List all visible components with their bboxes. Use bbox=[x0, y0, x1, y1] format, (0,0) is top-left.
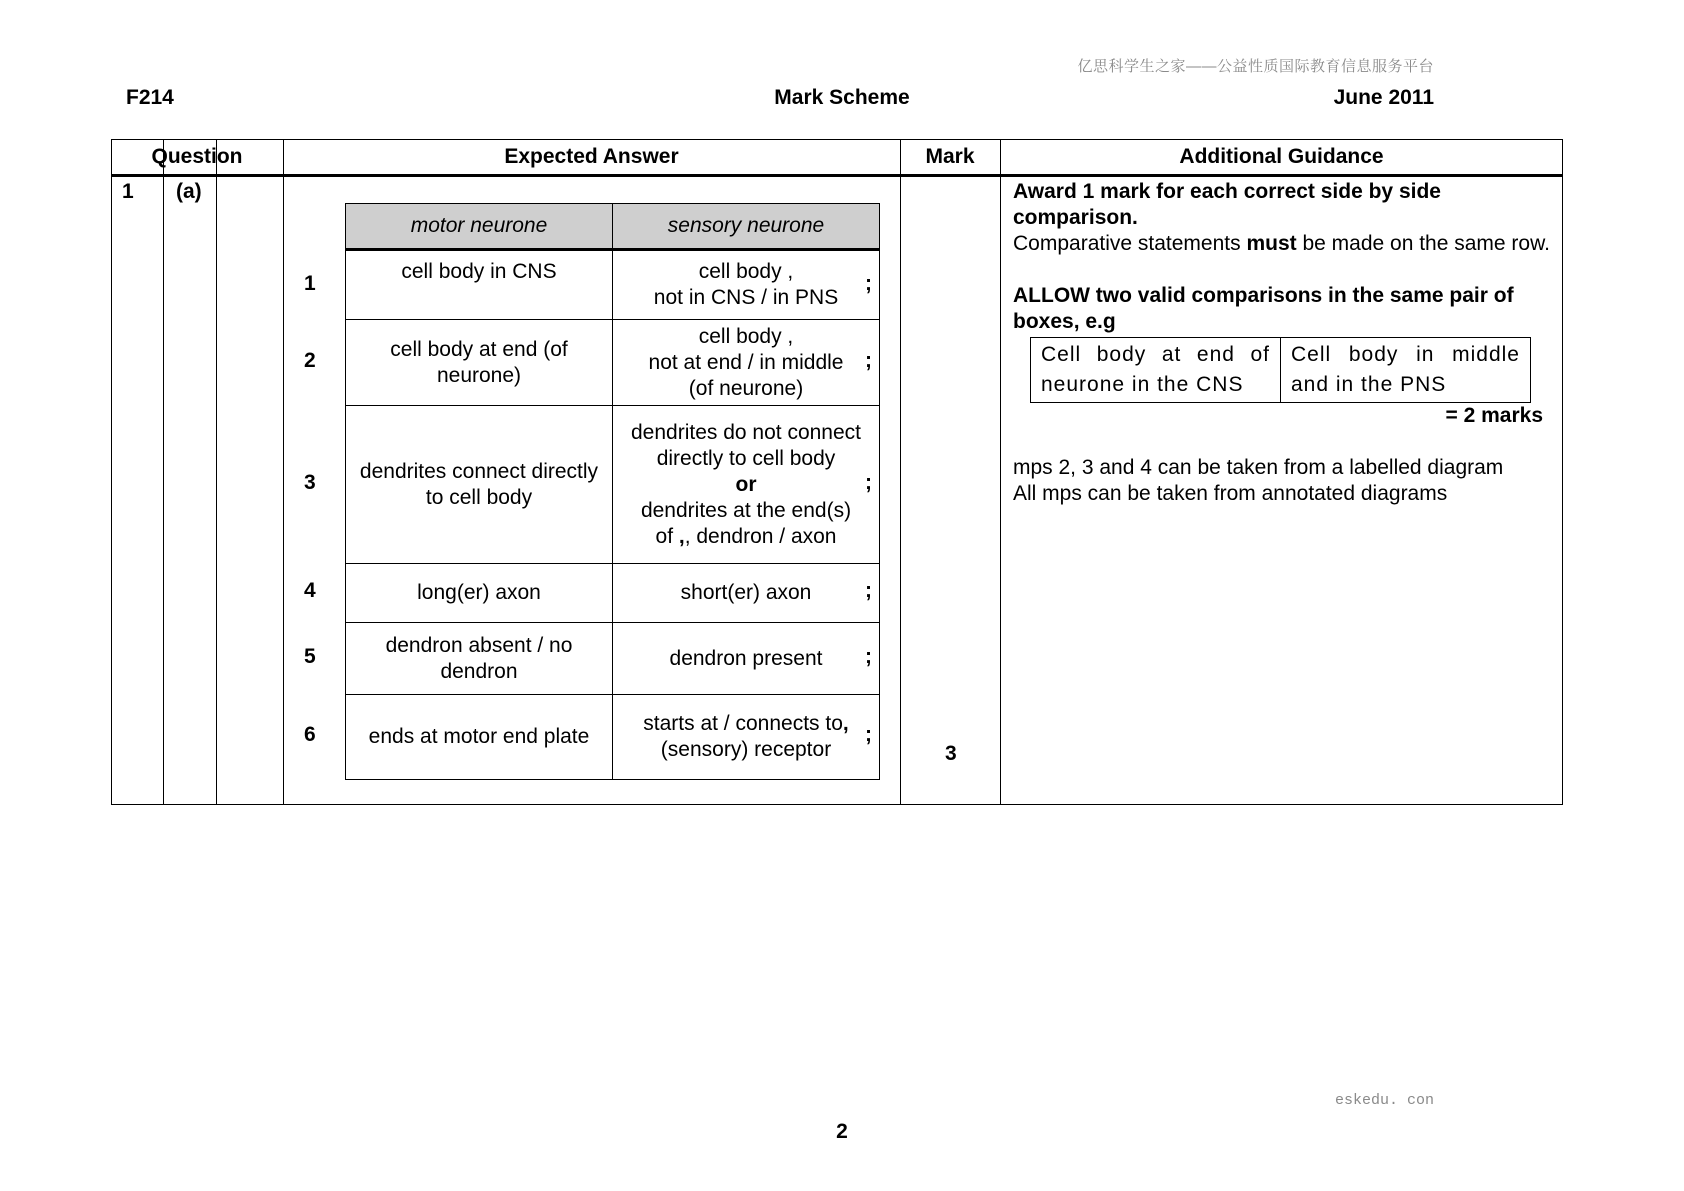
mark-point-separator: ; bbox=[865, 349, 872, 372]
sensory-text-c: (of neurone) bbox=[688, 376, 804, 400]
column-divider bbox=[283, 139, 284, 805]
total-mark: 3 bbox=[945, 742, 957, 765]
sensory-text-d: of bbox=[655, 524, 674, 548]
column-divider bbox=[216, 139, 217, 805]
comparison-header-sensory: sensory neurone bbox=[613, 204, 880, 250]
sensory-or: or bbox=[735, 472, 757, 496]
sensory-text-a: cell body , bbox=[698, 324, 794, 348]
sensory-text-a: dendrites do not connect directly to cell body bbox=[631, 420, 861, 470]
sensory-text-b: not in CNS / in PNS bbox=[653, 286, 839, 309]
watermark-header: 亿思科学生之家——公益性质国际教育信息服务平台 bbox=[1077, 58, 1434, 75]
column-header-additional-guidance: Additional Guidance bbox=[1179, 145, 1384, 168]
guidance-comparative-text: Comparative statements bbox=[1013, 232, 1247, 255]
sensory-text-c: dendrites at the end(s) bbox=[640, 498, 852, 522]
spacer bbox=[1013, 257, 1553, 283]
row-number: 2 bbox=[304, 349, 316, 372]
guidance-must: must bbox=[1246, 232, 1297, 255]
guidance-equals-marks: = 2 marks bbox=[1445, 404, 1543, 427]
sensory-text-e: , dendron / axon bbox=[684, 524, 837, 548]
column-header-question: Question bbox=[151, 145, 243, 168]
question-number: 1 bbox=[122, 180, 134, 203]
guidance-allow: ALLOW two valid comparisons in the same pair of boxes, e.g bbox=[1013, 284, 1514, 333]
motor-cell: ends at motor end plate bbox=[346, 695, 613, 780]
example-cell-left: Cell body at end of neurone in the CNS bbox=[1031, 338, 1281, 403]
mark-point-separator: ; bbox=[865, 579, 872, 602]
comparison-row bbox=[346, 623, 880, 695]
mark-point-separator: ; bbox=[865, 272, 872, 295]
motor-cell: dendrites connect directly to cell body bbox=[346, 406, 613, 564]
column-divider bbox=[1000, 139, 1001, 805]
sensory-comma: , bbox=[842, 712, 849, 735]
mark-point-separator: ; bbox=[865, 645, 872, 668]
row-number: 4 bbox=[304, 579, 316, 602]
exam-date: June 2011 bbox=[1333, 86, 1434, 109]
guidance-comparative bbox=[1013, 231, 1553, 257]
comparison-row bbox=[346, 250, 880, 320]
sensory-cell bbox=[613, 406, 880, 564]
mark-point-separator: ; bbox=[865, 723, 872, 746]
sensory-text-a: starts at / connects to bbox=[643, 712, 843, 735]
sensory-text-c: (sensory) receptor bbox=[660, 738, 832, 761]
sensory-cell bbox=[613, 250, 880, 320]
column-header-expected-answer: Expected Answer bbox=[504, 145, 679, 168]
column-divider bbox=[900, 139, 901, 805]
question-part: (a) bbox=[176, 180, 202, 203]
example-comparison-table bbox=[1030, 337, 1531, 403]
comparison-row bbox=[346, 320, 880, 406]
motor-cell: cell body at end (of neurone) bbox=[346, 320, 613, 406]
sensory-cell: dendron present bbox=[613, 623, 880, 695]
comparison-row bbox=[346, 406, 880, 564]
row-number: 6 bbox=[304, 723, 316, 746]
additional-guidance bbox=[1013, 179, 1553, 507]
sensory-comma: , bbox=[673, 524, 685, 548]
neurone-comparison-table bbox=[345, 203, 880, 780]
sensory-cell bbox=[613, 695, 880, 780]
guidance-mps-line: All mps can be taken from annotated diagrams bbox=[1013, 482, 1448, 505]
comparison-row bbox=[346, 695, 880, 780]
watermark-footer: eskedu. con bbox=[1334, 1092, 1434, 1109]
header-rule bbox=[111, 174, 1563, 177]
sensory-cell: short(er) axon bbox=[613, 564, 880, 623]
column-divider bbox=[163, 139, 164, 805]
row-number: 3 bbox=[304, 471, 316, 494]
sensory-text-a: cell body , bbox=[698, 260, 794, 283]
row-number: 1 bbox=[304, 272, 316, 295]
motor-cell: cell body in CNS bbox=[346, 250, 613, 320]
row-number: 5 bbox=[304, 645, 316, 668]
spacer bbox=[1013, 429, 1553, 455]
motor-cell: long(er) axon bbox=[346, 564, 613, 623]
guidance-award: Award 1 mark for each correct side by side comparison. bbox=[1013, 180, 1441, 229]
example-cell-right: Cell body in middle and in the PNS bbox=[1281, 338, 1531, 403]
mark-point-separator: ; bbox=[865, 471, 872, 494]
column-header-mark: Mark bbox=[925, 145, 975, 168]
page-number: 2 bbox=[836, 1120, 848, 1143]
sensory-text-b: not at end / in middle bbox=[648, 350, 844, 374]
comparison-row bbox=[346, 564, 880, 623]
paper-code: F214 bbox=[126, 86, 174, 109]
guidance-comparative-text-end: be made on the same row. bbox=[1296, 232, 1550, 255]
document-title: Mark Scheme bbox=[774, 86, 910, 109]
guidance-mps-line: mps 2, 3 and 4 can be taken from a labelled diagram bbox=[1013, 456, 1504, 479]
motor-cell: dendron absent / no dendron bbox=[346, 623, 613, 695]
comparison-header-motor: motor neurone bbox=[346, 204, 613, 250]
sensory-cell bbox=[613, 320, 880, 406]
